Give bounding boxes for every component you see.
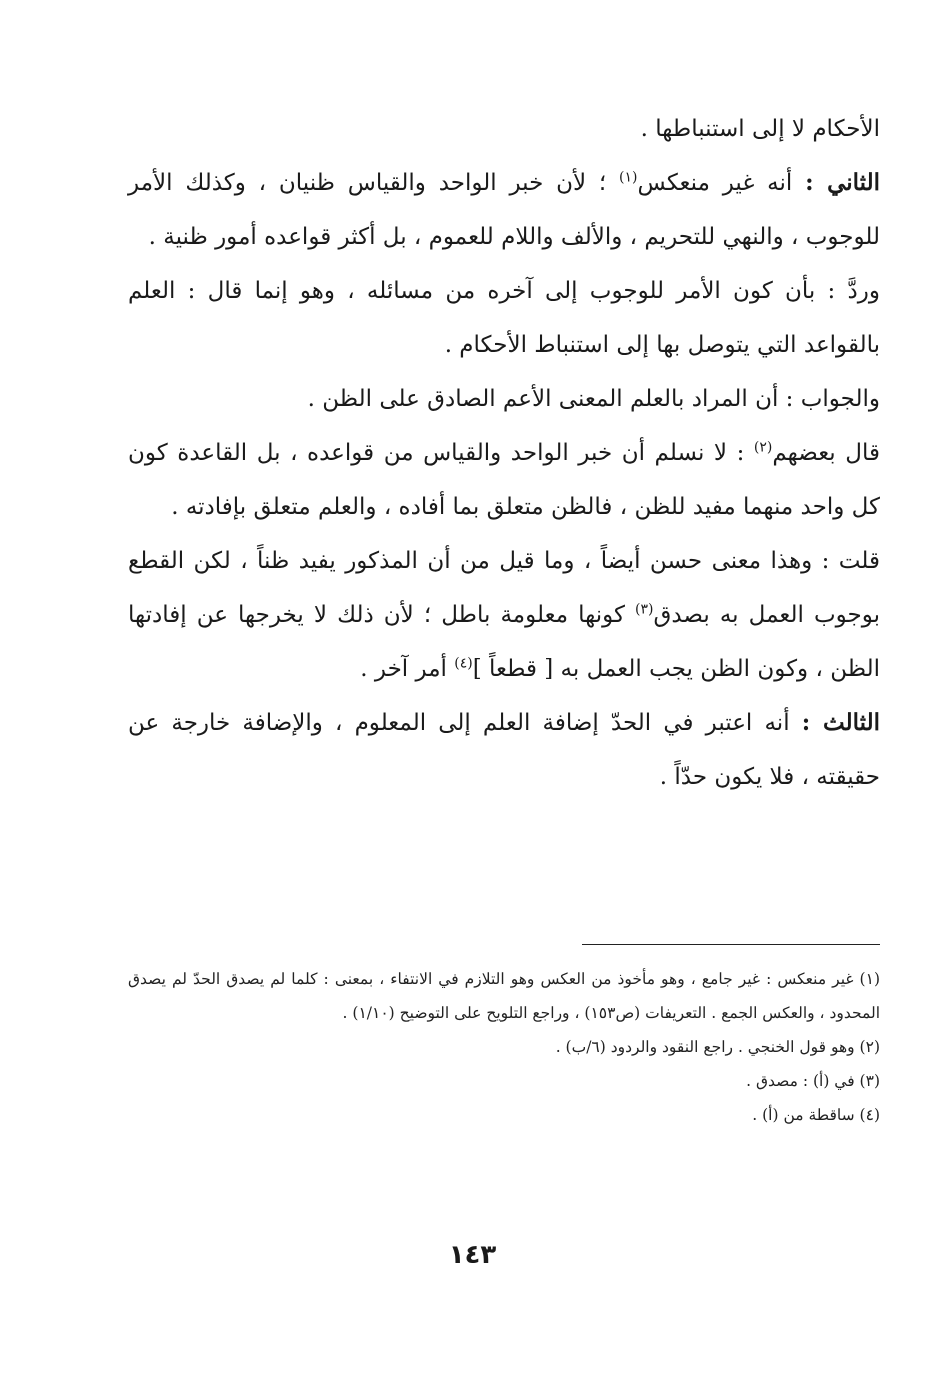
page-number: ١٤٣ (448, 1240, 497, 1270)
footnote-ref-3: (٣) (635, 601, 654, 618)
footnote-ref-2: (٢) (753, 439, 773, 456)
paragraph-1 (128, 102, 880, 156)
main-text (128, 102, 880, 804)
paragraph-text: وردَّ : بأن كون الأمر للوجوب إلى آخره من مسائله ، وهو إنما قال : العلم بالقواعد التي يتوصل بها إلى استنباط الأحكام . (128, 278, 880, 358)
paragraph-text: قلت : وهذا معنى حسن أيضاً ، وما قيل من أن المذكور يفيد ظناً ، لكن القطع بوجوب العمل به بصدق (128, 548, 880, 628)
paragraph-5 (128, 426, 880, 534)
footnote-1: (١) غير منعكس : غير جامع ، وهو مأخوذ من العكس وهو التلازم في الانتفاء ، بمعنى : كلما لم يصدق الحدّ لم يصدق المحدود ، والعكس الجمع . التعريفات (ص١٥٣) ، وراجع التلويح على التوضيح (١/١٠) . (128, 970, 880, 1022)
paragraph-lead: الثاني : (805, 169, 880, 196)
footnote-divider (582, 944, 880, 945)
paragraph-lead: الثالث : (801, 709, 880, 736)
paragraph-text: كونها معلومة باطل ؛ لأن ذلك لا يخرجها عن إفادتها الظن ، وكون الظن يجب العمل به [ قطعاً ] (128, 602, 880, 682)
paragraph-text: قال بعضهم (772, 440, 880, 466)
paragraph-3 (128, 264, 880, 372)
paragraph-text: : لا نسلم أن خبر الواحد والقياس من قواعده ، بل القاعدة كون كل واحد منهما مفيد للظن ، فالظن متعلق بما أفاده ، والعلم متعلق بإفادته . (128, 440, 880, 520)
footnote-2: (٢) وهو قول الخنجي . راجع النقود والردود (٦/ب) . (555, 1038, 880, 1056)
footnote-ref-1: (١) (619, 169, 638, 186)
paragraph-6 (128, 534, 880, 696)
paragraph-2 (128, 156, 880, 264)
paragraph-text: والجواب : أن المراد بالعلم المعنى الأعم الصادق على الظن . (307, 386, 880, 412)
paragraph-text: أمر آخر . (360, 656, 455, 682)
footnote-ref-4: (٤) (454, 655, 473, 672)
footnotes (128, 962, 880, 1132)
paragraph-text: أنه غير منعكس (637, 170, 806, 196)
paragraph-7 (128, 696, 880, 804)
paragraph-4 (128, 372, 880, 426)
paragraph-text: الأحكام لا إلى استنباطها . (640, 116, 880, 142)
footnote-3: (٣) في (أ) : مصدق . (746, 1072, 880, 1090)
paragraph-text: أنه اعتبر في الحدّ إضافة العلم إلى المعلوم ، والإضافة خارجة عن حقيقته ، فلا يكون حدّاً . (128, 710, 880, 790)
footnote-4: (٤) ساقطة من (أ) . (752, 1106, 880, 1124)
paragraph-text: ؛ لأن خبر الواحد والقياس ظنيان ، وكذلك الأمر للوجوب ، والنهي للتحريم ، والألف واللام للعموم ، بل أكثر قواعده أمور ظنية . (128, 170, 880, 250)
